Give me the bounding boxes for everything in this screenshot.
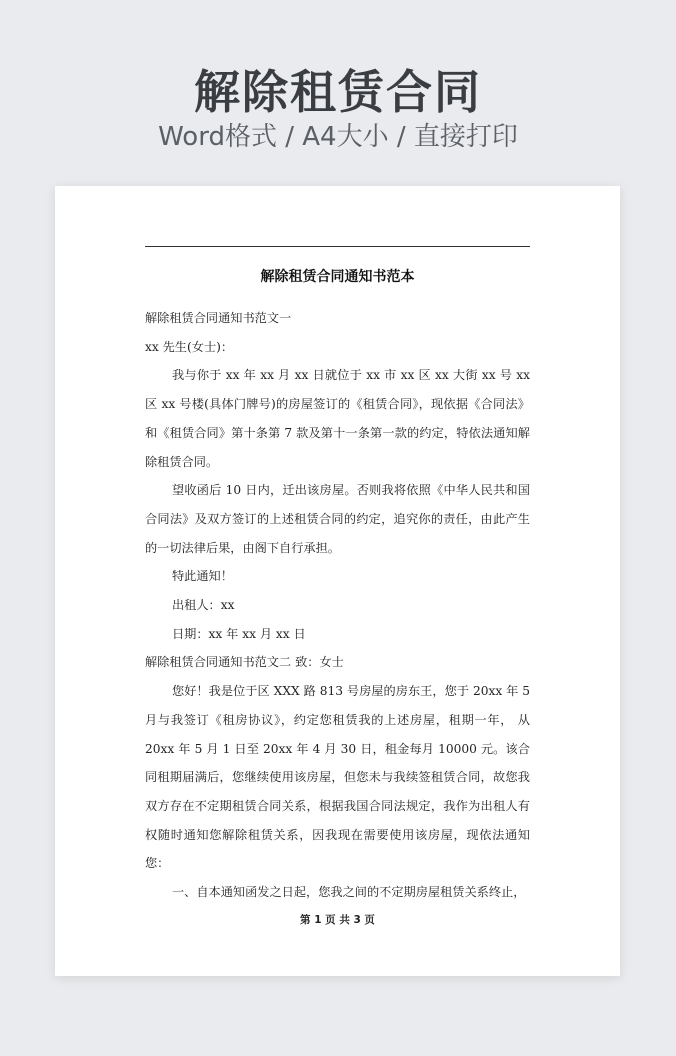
document-body [145, 304, 530, 907]
signatory-line: 出租人：xx [172, 598, 235, 613]
body-paragraph: 望收函后 10 日内，迁出该房屋。否则我将依照《中华人民共和国合同法》及双方签订的上述租赁合同的约定，追究你的责任，由此产生的一切法律后果，由阁下自行承担。 [145, 483, 530, 555]
section-heading: 解除租赁合同通知书范文二 致：女士 [145, 655, 344, 670]
banner-title: 解除租赁合同 [194, 65, 482, 119]
document-page [55, 186, 620, 976]
date-line: 日期：xx 年 xx 月 xx 日 [172, 626, 306, 641]
header-rule [145, 246, 530, 247]
closing-line: 特此通知！ [172, 569, 233, 584]
document-title: 解除租赁合同通知书范本 [260, 269, 415, 285]
banner-subtitle: Word格式 / A4大小 / 直接打印 [158, 122, 518, 152]
body-paragraph: 一、自本通知函发之日起，您我之间的不定期房屋租赁关系终止， [172, 885, 526, 900]
page-number-footer: 第 1 页 共 3 页 [300, 914, 375, 926]
body-paragraph: 您好！我是位于区 XXX 路 813 号房屋的房东王，您于 20xx 年 5 月与我签订《租房协议》，约定您租赁我的上述房屋，租期一年， 从 20xx 年 5 月 1 日至 20xx 年 4 月 30 日，租金每月 10000 元。该合同租期届满后，您继续使用该房屋，但您未与我续签租赁合同，故您我双方存在不定期租赁合同关系，根据我国合同法规定，我作为出租人有权随时通知您解除租赁关系，因我现在需要使用该房屋，现依法通知您： [145, 684, 530, 871]
body-paragraph: 我与你于 xx 年 xx 月 xx 日就位于 xx 市 xx 区 xx 大街 xx 号 xx 区 xx 号楼(具体门牌号)的房屋签订的《租赁合同》，现依据《合同法》和《租赁合同》第十条第 7 款及第十一条第一款的约定，特依法通知解除租赁合同。 [145, 368, 530, 469]
salutation: xx 先生(女士)： [145, 339, 234, 354]
section-heading: 解除租赁合同通知书范文一 [145, 311, 292, 325]
